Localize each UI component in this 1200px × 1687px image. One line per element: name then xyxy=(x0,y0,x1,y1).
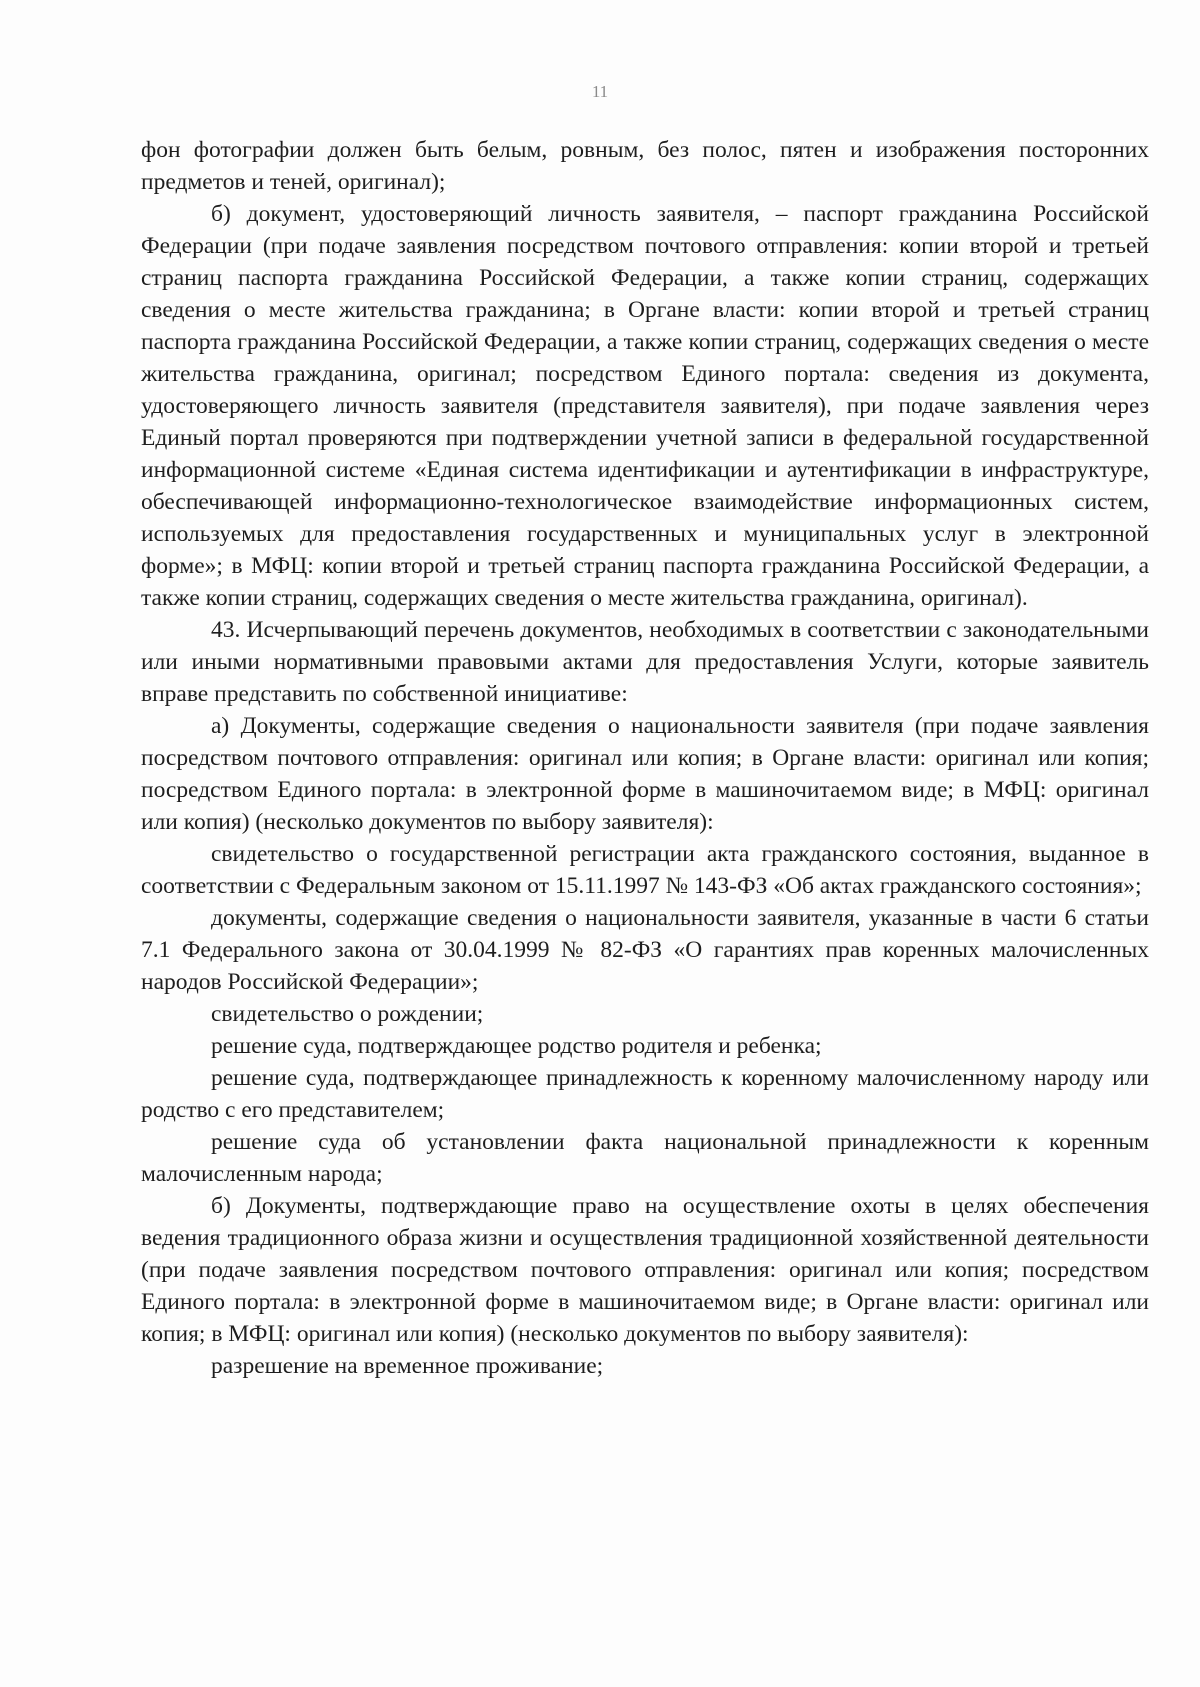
paragraph: б) документ, удостоверяющий личность заявителя, – паспорт гражданина Российской Федерации (при подаче заявления посредством почтового отправления: копии второй и третьей страниц паспорта гражданина Российской Федерации, а также копии страниц, содержащих сведения о месте жительства гражданина; в Органе власти: копии второй и третьей страниц паспорта гражданина Российской Федерации, а также копии страниц, содержащих сведения о месте жительства гражданина, оригинал; посредством Единого портала: сведения из документа, удостоверяющего личность заявителя (представителя заявителя), при подаче заявления через Единый портал проверяются при подтверждении учетной записи в федеральной государственной информационной системе «Единая система идентификации и аутентификации в инфраструктуре, обеспечивающей информационно-технологическое взаимодействие информационных систем, используемых для предоставления государственных и муниципальных услуг в электронной форме»; в МФЦ: копии второй и третьей страниц паспорта гражданина Российской Федерации, а также копии страниц, содержащих сведения о месте жительства гражданина, оригинал). xyxy=(141,201,1149,611)
paragraph: 43. Исчерпывающий перечень документов, необходимых в соответствии с законодательными или иными нормативными правовыми актами для предоставления Услуги, которые заявитель вправе представить по собственной инициативе: xyxy=(141,617,1149,707)
paragraph: фон фотографии должен быть белым, ровным, без полос, пятен и изображения посторонних предметов и теней, оригинал); xyxy=(141,137,1149,195)
paragraph: решение суда об установлении факта национальной принадлежности к коренным малочисленным народа; xyxy=(141,1129,1149,1187)
paragraph: разрешение на временное проживание; xyxy=(211,1353,604,1379)
paragraph: свидетельство о государственной регистрации акта гражданского состояния, выданное в соответствии с Федеральным законом от 15.11.1997 № 143-ФЗ «Об актах гражданского состояния»; xyxy=(141,841,1149,899)
page-number: 11 xyxy=(591,82,609,101)
paragraph: б) Документы, подтверждающие право на осуществление охоты в целях обеспечения ведения традиционного образа жизни и осуществления традиционной хозяйственной деятельности (при подаче заявления посредством почтового отправления: оригинал или копия; посредством Единого портала: в электронной форме в машиночитаемом виде; в Органе власти: оригинал или копия; в МФЦ: оригинал или копия) (несколько документов по выбору заявителя): xyxy=(141,1193,1149,1347)
paragraph: решение суда, подтверждающее принадлежность к коренному малочисленному народу или родство с его представителем; xyxy=(141,1065,1149,1123)
paragraph: свидетельство о рождении; xyxy=(211,1001,484,1027)
paragraph: документы, содержащие сведения о национальности заявителя, указанные в части 6 статьи 7.1 Федерального закона от 30.04.1999 № 82-ФЗ «О гарантиях прав коренных малочисленных народов Российской Федерации»; xyxy=(141,905,1149,995)
paragraph: решение суда, подтверждающее родство родителя и ребенка; xyxy=(211,1033,822,1059)
paragraph: а) Документы, содержащие сведения о национальности заявителя (при подаче заявления посредством почтового отправления: оригинал или копия; в Органе власти: оригинал или копия; посредством Единого портала: в электронной форме в машиночитаемом виде; в МФЦ: оригинал или копия) (несколько документов по выбору заявителя): xyxy=(141,713,1149,835)
document-body xyxy=(141,134,1149,1382)
